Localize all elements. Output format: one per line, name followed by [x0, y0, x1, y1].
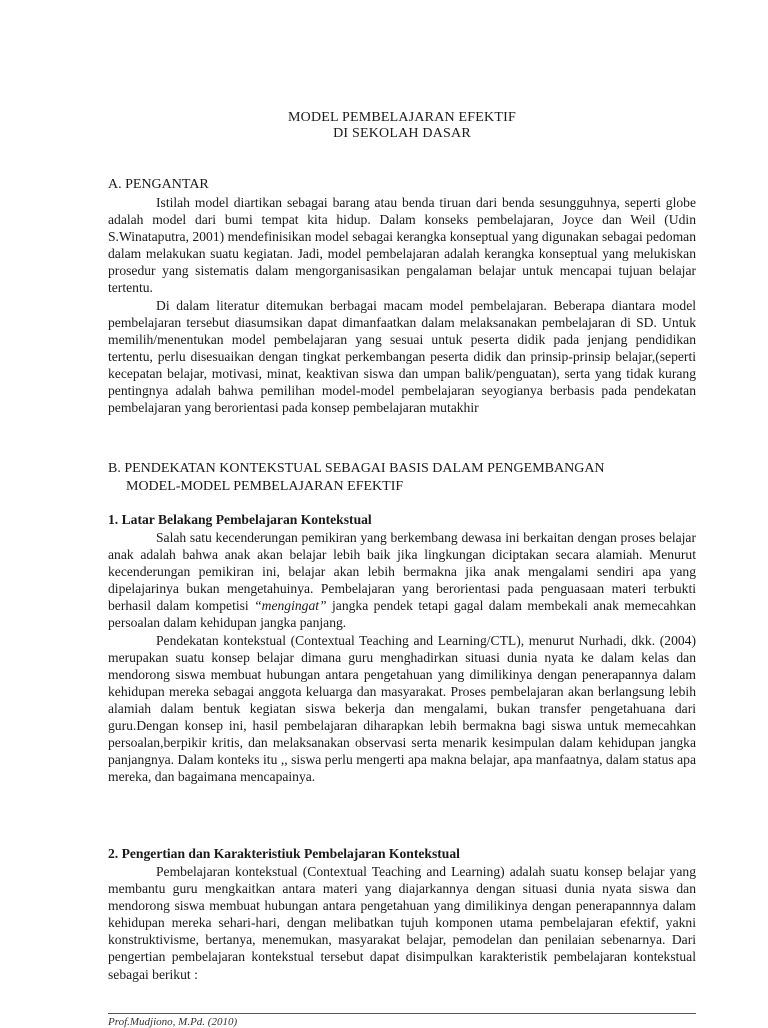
subsection-1-paragraph-1-italic: “mengingat” — [254, 598, 327, 614]
subsection-2-paragraph-1: Pembelajaran kontekstual (Contextual Teaching and Learning) adalah suatu konsep belajar yang membantu guru mengkaitkan antara materi yang diajarkannya dengan situasi dunia nyata siswa dan mendorong siswa membuat hubungan antara pengetahuan yang dimilikinya dengan penerapannnya dalam kehidupan mereka sehari-hari, dengan melibatkan tujuh komponen utama pembelajaran efektif, yakni konstruktivisme, bertanya, menemukan, masyarakat belajar, pemodelan dan penilaian sebenarnya. Dari pengertian pembelajaran kontekstual tersebut dapat disimpulkan karakteristik pembelajaran kontekstual sebagai berikut : — [108, 864, 696, 982]
footer-citation: Prof.Mudjiono, M.Pd. (2010) — [108, 1016, 238, 1028]
section-a-paragraph-1: Istilah model diartikan sebagai barang atau benda tiruan dari benda sesungguhnya, seperti globe adalah model dari bumi tempat kita hidup. Dalam konseks pembelajaran, Joyce dan Weil (Udin S.Winataputra, 2001) mendefinisikan model sebagai kerangka konseptual yang digunakan sebagai pedoman dalam melakukan suatu kegiatan. Jadi, model pembelajaran adalah kerangka konseptual yang melukiskan prosedur yang sistematis dalam mengorganisasikan pengalaman belajar untuk mencapai tujuan belajar tertentu. — [108, 195, 696, 296]
document-page — [108, 0, 696, 1024]
subsection-2-heading: 2. Pengertian dan Karakteristiuk Pembelajaran Kontekstual — [108, 846, 460, 861]
document-title-line2: DI SEKOLAH DASAR — [333, 126, 471, 141]
subsection-1-paragraph-1 — [108, 529, 696, 632]
subsection-2-body — [108, 863, 696, 983]
subsection-1-paragraph-2: Pendekatan kontekstual (Contextual Teaching and Learning/CTL), menurut Nurhadi, dkk. (2004) merupakan suatu konsep belajar dimana guru menghadirkan situasi dunia nyata ke dalam kelas dan mendorong siswa membuat hubungan antara pengetahuan yang dimilikinya dengan penerapannya dalam kehidupan mereka sebagai anggota keluarga dan masyarakat. Proses pembelajaran akan berlangsung lebih alamiah dalam bentuk kegiatan siswa bekerja dan mengalami, bukan transfer pengetahuana dari guru.Dengan konsep ini, hasil pembelajaran diharapkan lebih bermakna bagi siswa untuk memecahkan persoalan,berpikir kritis, dan melaksanakan observasi serta menarik kesimpulan dalam kehidupan jangka panjangnya. Dalam konteks itu ,, siswa perlu mengerti apa makna belajar, apa manfaatnya, dalam status apa mereka, dan bagaimana mencapainya. — [108, 632, 696, 785]
document-title-line1: MODEL PEMBELAJARAN EFEKTIF — [288, 110, 516, 125]
subsection-1-paragraph-1-text-b: jangka pendek tetapi gagal dalam membekali anak memecahkan persoalan dalam kehidupan jangka panjang. — [108, 598, 696, 631]
section-b-heading-line1: B. PENDEKATAN KONTEKSTUAL SEBAGAI BASIS DALAM PENGEMBANGAN — [108, 461, 605, 476]
section-b-heading — [108, 460, 696, 496]
subsection-1-body — [108, 529, 696, 785]
footer-divider — [108, 1013, 696, 1014]
section-a-heading: A. PENGANTAR — [108, 177, 209, 192]
section-a-body — [108, 194, 696, 416]
section-b-heading-line2: MODEL-MODEL PEMBELAJARAN EFEKTIF — [126, 479, 404, 494]
subsection-1-paragraph-1-text-a: Salah satu kecenderungan pemikiran yang berkembang dewasa ini berkaitan dengan proses belajar anak adalah bahwa anak akan belajar lebih baik jika lingkungan diciptakan secara alamiah. Menurut kecenderungan pemikiran ini, belajar akan lebih bermakna jika anak mengalami sendiri apa yang dipelajarinya bukan mengetahuinya. Pembelajaran yang berorientasi pada penguasaan materi terbukti berhasil dalam kompetisi — [108, 530, 696, 614]
subsection-1-heading: 1. Latar Belakang Pembelajaran Kontekstual — [108, 512, 372, 527]
section-a-paragraph-2: Di dalam literatur ditemukan berbagai macam model pembelajaran. Beberapa diantara model pembelajaran tersebut diasumsikan dapat dimanfaatkan dalam melaksanakan pembelajaran di SD. Untuk memilih/menentukan model pembelajaran yang sesuai untuk peserta didik pada jenjang pendidikan tertentu, perlu disesuaikan dengan tingkat perkembangan peserta didik dan prinsip-prinsip belajar,(seperti kecepatan belajar, motivasi, minat, keaktivan siswa dan umpan balik/penguatan), serta yang tidak kurang pentingnya adalah bahwa pemilihan model-model pembelajaran seyogianya berbasis pada pendekatan pembelajaran yang berorientasi pada konsep pembelajaran mutakhir — [108, 297, 696, 416]
